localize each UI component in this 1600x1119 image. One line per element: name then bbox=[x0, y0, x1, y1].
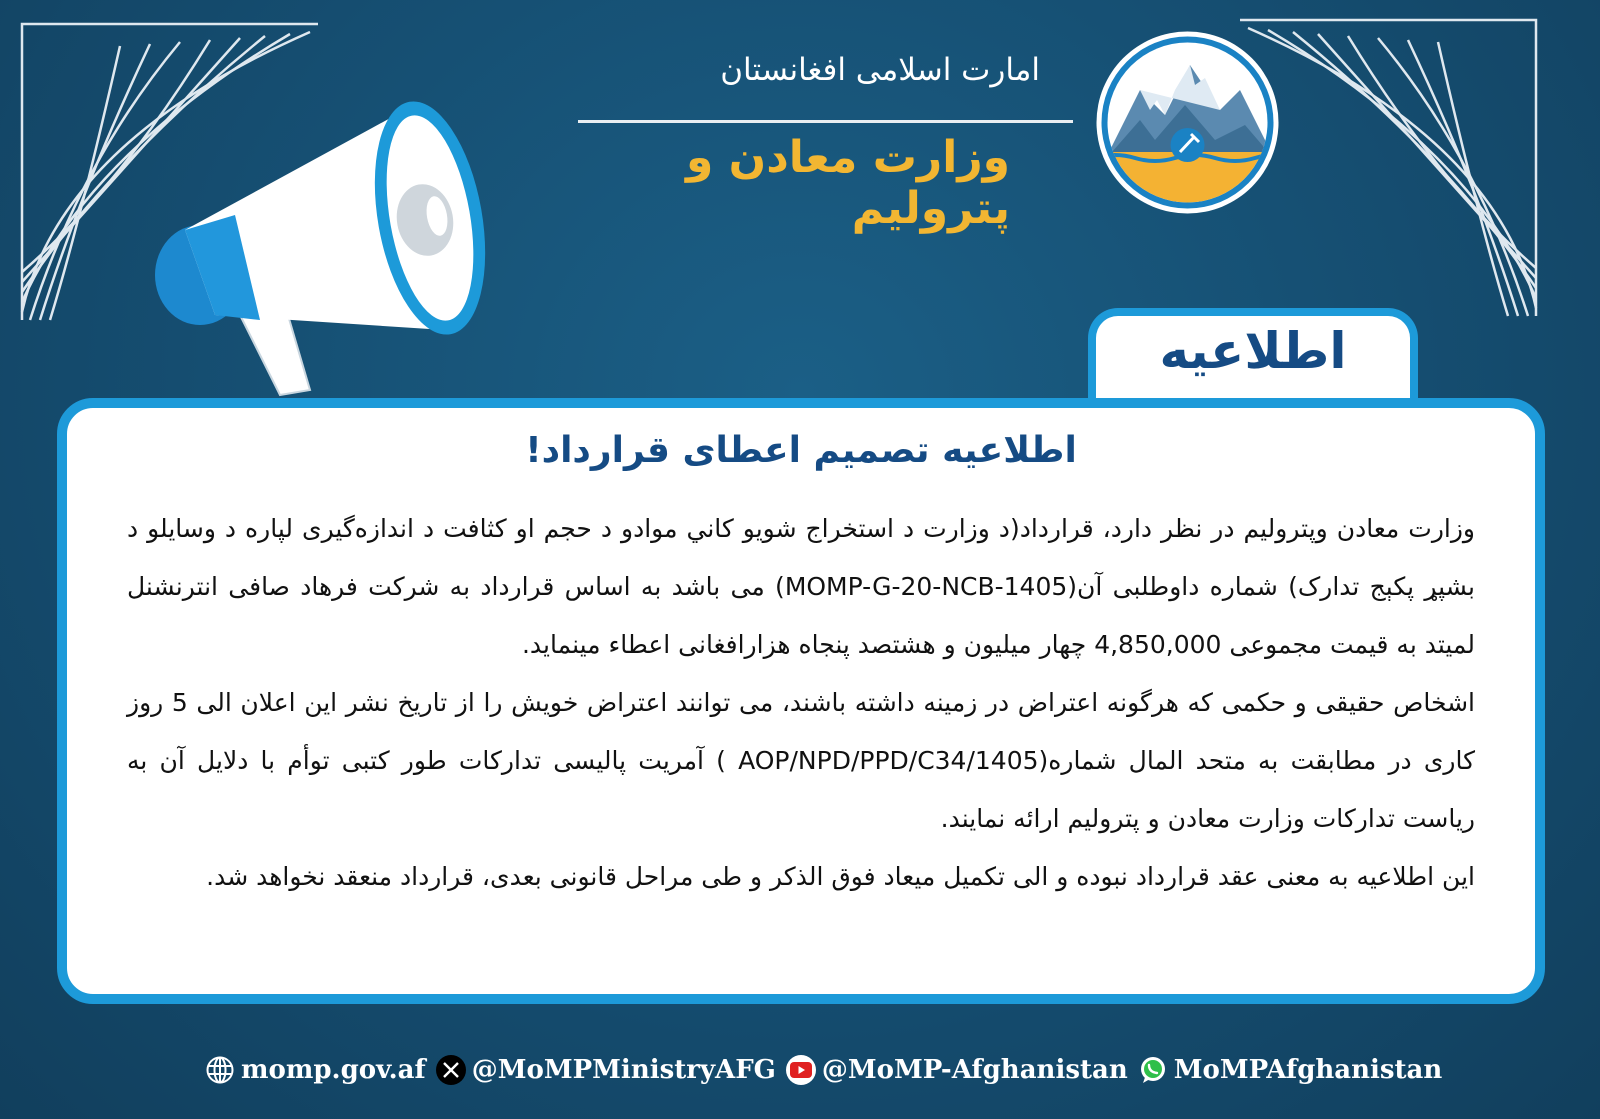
x-handle-text: @MoMPMinistryAFG bbox=[471, 1055, 776, 1085]
website-text: momp.gov.af bbox=[241, 1055, 426, 1085]
notice-body bbox=[127, 500, 1475, 906]
youtube-link[interactable] bbox=[786, 1055, 1128, 1085]
youtube-icon bbox=[786, 1055, 816, 1085]
notice-paragraph: اشخاص حقیقی و حکمی که هرگونه اعتراض در زمینه داشته باشند، می توانند اعتراض خویش را از تاریخ نشر این اعلان الی 5 روز کاری در مطابقت به متحد المال شماره(AOP/NPD/PPD/C34/1405 ) آمریت پالیسی تدارکات طور کتبی توأم با دلایل آن به ریاست تدارکات وزارت معادن و پترولیم ارائه نمایند. bbox=[127, 688, 1475, 833]
corner-decoration-right bbox=[1238, 18, 1538, 318]
whatsapp-icon bbox=[1138, 1055, 1168, 1085]
x-link[interactable] bbox=[436, 1055, 776, 1085]
website-link[interactable] bbox=[205, 1055, 426, 1085]
header-divider bbox=[578, 120, 1073, 123]
whatsapp-text: MoMPAfghanistan bbox=[1173, 1055, 1443, 1085]
notice-tab bbox=[1088, 308, 1418, 408]
footer-contacts bbox=[205, 1040, 1443, 1100]
whatsapp-link[interactable] bbox=[1138, 1055, 1443, 1085]
youtube-text: @MoMP-Afghanistan bbox=[821, 1055, 1128, 1085]
notice-tab-label: اطلاعیه bbox=[1159, 322, 1347, 380]
ministry-logo bbox=[1095, 30, 1280, 215]
ministry-title: وزارت معادن و پترولیم bbox=[685, 132, 1010, 234]
megaphone-icon bbox=[145, 90, 505, 410]
emirate-title: امارت اسلامی افغانستان bbox=[720, 52, 1040, 88]
globe-icon bbox=[205, 1055, 235, 1085]
x-icon bbox=[436, 1055, 466, 1085]
notice-paragraph: این اطلاعیه به معنی عقد قرارداد نبوده و الی تکمیل میعاد فوق الذکر و طی مراحل قانونی بعدی، قرارداد منعقد نخواهد شد. bbox=[206, 862, 1475, 891]
notice-paragraph: وزارت معادن وپترولیم در نظر دارد، قرارداد(د وزارت د استخراج شویو کاني موادو د حجم او کثافت د اندازه‌گیری لپاره د وسایلو د بشپړ پکېج تدارک) شماره داوطلبی آن(MOMP-G-20-NCB-1405) می باشد به اساس قرارداد به شرکت فرهاد صافی انترنشنل لمیتد به قیمت مجموعی 4,850,000 چهار میلیون و هشتصد پنجاه هزارافغانی اعطاء مینماید. bbox=[127, 514, 1475, 659]
notice-card bbox=[57, 398, 1545, 1004]
notice-title: اطلاعیه تصمیم اعطای قرارداد! bbox=[525, 430, 1077, 471]
